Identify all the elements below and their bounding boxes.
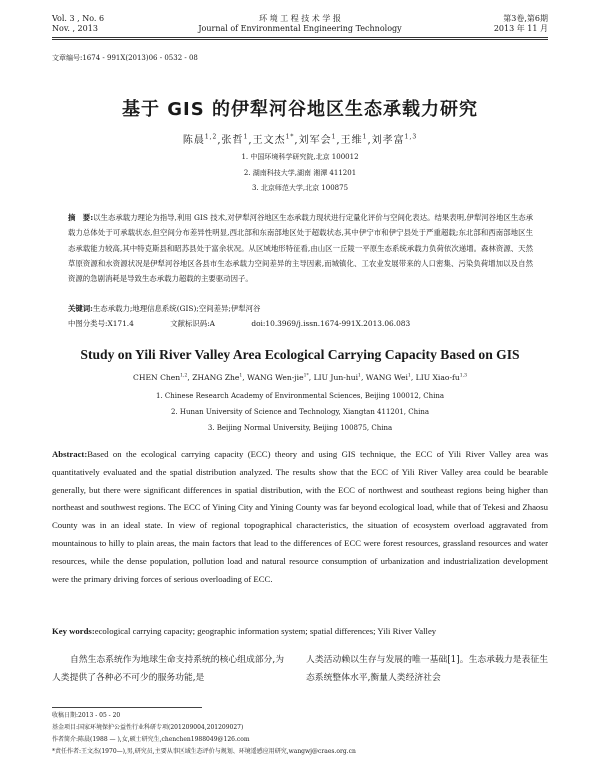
doi: doi:10.3969/j.issn.1674-991X.2013.06.083 [251, 319, 411, 328]
affiliation-cn-3: 3. 北京师范大学,北京 100875 [251, 184, 349, 192]
title-cn: 基于 GIS 的伊犁河谷地区生态承载力研究 [122, 99, 478, 120]
footnote-corresponding-author: *责任作者:王文杰(1970—),男,研究员,主要从事区域生态评价与规划、环境遥感应用研究,wangwj@craes.org.cn [52, 748, 356, 755]
keywords-en-text: ecological carrying capacity; geographic information system; spatial differences; Yili River Valley [94, 626, 437, 636]
running-header-right [494, 14, 548, 34]
journal-name-en: Journal of Environmental Engineering Technology [198, 24, 402, 33]
footnote-rule [52, 707, 202, 708]
affiliation-en-2: 2. Hunan University of Science and Technology, Xiangtan 411201, China [170, 408, 430, 416]
title-en: Study on Yili River Valley Area Ecological Carrying Capacity Based on GIS [80, 347, 520, 362]
authors-en: CHEN Chen$^{1,2}$, ZHANG Zhe$^1$, WANG Wen-jie$^{1*}$, LIU Jun-hui$^1$, WANG Wei$^1$, LIU Xiao-fu$^{1,3}$ [133, 373, 467, 382]
keywords-en-label: Key words: [52, 626, 95, 636]
publication-date-en: Nov. , 2013 [52, 24, 98, 33]
authors-cn: 陈晨$^{1,2}$,张哲$^1$,王文杰$^{1*}$,刘军会$^1$,王维$^1$,刘孝富$^{1,3}$ [182, 133, 418, 146]
issue-cn: 第3卷,第6期 [503, 14, 548, 23]
journal-name-cn: 环 境 工 程 技 术 学 报 [259, 14, 341, 23]
header-rule-top [52, 37, 548, 38]
affiliation-en-3: 3. Beijing Normal University, Beijing 100875, China [207, 424, 393, 432]
publication-date-cn: 2013 年 11 月 [493, 24, 548, 33]
abstract-cn-label: 摘 要: [68, 213, 94, 222]
intro-column-right: 人类活动赖以生存与发展的唯一基础[1]。生态承载力是表征生态系统整体水平,衡量人类经济社会 [306, 655, 548, 683]
classification-cn [68, 318, 533, 329]
affiliation-cn-2: 2. 湖南科技大学,湖南 湘潭 411201 [243, 169, 357, 177]
keywords-en [52, 626, 548, 636]
clc-number: 中图分类号:X171.4 [68, 319, 134, 328]
abstract-en [52, 446, 548, 588]
header-rule-bottom [52, 39, 548, 40]
affiliation-en-1: 1. Chinese Research Academy of Environmental Sciences, Beijing 100012, China [156, 392, 444, 400]
abstract-cn [68, 210, 533, 286]
abstract-en-label: Abstract: [52, 449, 88, 459]
article-number: 文章编号:1674 - 991X(2013)06 - 0532 - 08 [52, 54, 198, 62]
intro-column-left: 自然生态系统作为地球生命支持系统的核心组成部分,为人类提供了各种必不可少的服务功能,是 [52, 655, 284, 683]
keywords-cn [68, 303, 260, 314]
footnote-author-bio: 作者简介:陈晨(1988 — ),女,硕士研究生,chenchen1988049@126.com [52, 736, 250, 743]
keywords-cn-label: 关键词: [68, 304, 93, 313]
volume-issue: Vol. 3 , No. 6 [52, 14, 105, 23]
affiliation-cn-1: 1. 中国环境科学研究院,北京 100012 [241, 153, 359, 161]
abstract-en-text: Based on the ecological carrying capacity (ECC) theory and using GIS technique, the ECC of Yili River Valley area was quantitatively evaluated and the spatial distribution analyzed. The results show that the ECC of Yili River Valley area could be bearable generally, but there were significant differences in spatial distribution, with the ECC of northwest and southeast regions being higher than northeast and southwest regions. The ECC of Yining City and Yining County was far beyond ecological load, while that of Tekesi and Zhaosu County was in an ideal state. In view of regional topographical characteristics, the situation of ecosystem overload aggravated from mountainous to hilly to plain areas, the main factors that lead to the differences of ECC were forest resources, grassland resources and water resources, while the dense population, pollution load and natural resource consumption of urbanization and industrialization development were the primary driving forces of serious overloading of ECC. [52, 449, 548, 584]
keywords-cn-text: 生态承载力;地理信息系统(GIS);空间差异;伊犁河谷 [92, 304, 261, 313]
document-code: 文献标识码:A [170, 319, 216, 328]
footnote-funding: 基金项目:国家环境保护公益性行业科研专项(201209004,201209027) [52, 724, 244, 731]
abstract-cn-text: 以生态承载力理论为指导,利用 GIS 技术,对伊犁河谷地区生态承载力现状进行定量化评价与空间化表达。结果表明,伊犁河谷地区生态承载力总体处于可承载状态,但空间分布差异性明显,西北部和东南部地区处于超载状态,其中伊宁市和伊宁县处于严重超载;东北部和西南部地区生态承载能力较高,其中特克斯县和昭苏县处于富余状况。从区域地形特征看,由山区一丘陵一平原生态系统承载力负荷依次递增。森林资源、天然草原资源和水资源状况是伊犁河谷地区各县市生态承载力空间差异的主导因素,而城镇化、工农业发展带来的人口密集、污染负荷增加以及自然资源的急剧消耗是导致生态承载力超载的主要驱动因子。 [68, 213, 533, 284]
footnote-received: 收稿日期:2013 - 05 - 20 [52, 712, 121, 719]
